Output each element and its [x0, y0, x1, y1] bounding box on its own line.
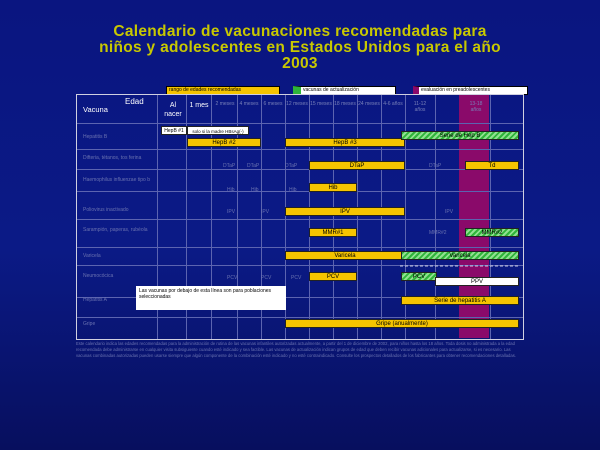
bar-gripe: Gripe (anualmente) — [285, 319, 519, 328]
bar-hib: Hib — [309, 183, 357, 192]
cell-pcv-6m: PCV — [291, 275, 302, 281]
cell-pcv-4m: PCV — [261, 275, 272, 281]
col-4-6y: 4-6 años — [383, 101, 403, 107]
bar-hepb1: HepB #1 — [161, 126, 187, 135]
bar-mmr1: MMR#1 — [309, 228, 357, 237]
bar-hepb1-note: solo si la madre HBsAg(-) — [187, 126, 249, 135]
col-18m: 18 meses — [334, 101, 356, 107]
col-24m: 24 meses — [358, 101, 380, 107]
age-column-header: Edad — [125, 97, 144, 106]
cell-hib-6m: Hib — [289, 187, 297, 193]
row-label-mmr: Sarampión, paperas, rubéola — [83, 227, 148, 233]
row-label-dtap: Difteria, tétanos, tos ferina — [83, 155, 142, 161]
row-label-varicela: Varicela — [83, 253, 101, 259]
bar-ppv: PPV — [435, 277, 519, 286]
bar-hepb2: HepB #2 — [187, 138, 261, 147]
cell-dtap-6m: DTaP — [285, 163, 298, 169]
bar-td: Td — [465, 161, 519, 170]
row-label-ipv: Poliovirus inactivado — [83, 207, 129, 213]
cell-dtap-46: DTaP — [429, 163, 442, 169]
bar-hepb-series: Serie de Hep B — [401, 131, 519, 140]
col-birth: Al nacer — [164, 102, 182, 118]
row-label-flu: Gripe — [83, 321, 96, 327]
footnote: Este calendario indica las edades recomendadas para la administración de rutina de las vacunas infantiles autorizadas actualmente, a partir del 1 de diciembre de 2002, para niños hasta los 18 años. Toda dosis no administrada a la edad recomendada debe administrarse en cualquier visita subsiguiente cuando esté indicado y sea factible. Las vacunas de actualización indican grupos de edad que deben recibir vacunas adicionales para actualizarse, si es necesario. Las vacunas combinadas autorizadas pueden usarse siempre que algún componente de la combinación esté indicado y no esté contraindicado. Consulte los prospectos detallados de los fabricantes para obtener recomendaciones detalladas. — [76, 341, 516, 359]
col-12m: 12 meses — [286, 101, 308, 107]
bar-hepa: Serie de hepatitis A — [401, 296, 519, 305]
legend-preadolescent: evaluación en preadolescentes — [413, 86, 528, 95]
cell-mmr-46: MMR#2 — [429, 230, 447, 236]
cell-dtap-4m: DTaP — [247, 163, 260, 169]
bar-varicela: Varicela — [285, 251, 405, 260]
cell-pcv-2m: PCV — [227, 275, 238, 281]
cell-hib-4m: Hib — [251, 187, 259, 193]
bar-mmr2: MMR#2 — [465, 228, 519, 237]
cell-ipv-4m: IPV — [261, 209, 270, 215]
cell-hib-2m: Hib — [227, 187, 235, 193]
bar-pcv-catchup: PCV — [401, 272, 437, 281]
page-title: Calendario de vacunaciones recomendadas para niños y adolescentes en Estados Unidos para el año 2003 — [99, 23, 501, 72]
row-label-pneumo: Neumocócica — [83, 273, 114, 279]
bar-varicela-catchup: Varicela — [401, 251, 519, 260]
row-label-hepa: Hepatitis A — [83, 297, 107, 303]
col-11-12y: 11-12 años — [413, 101, 427, 113]
col-1m: 1 mes — [189, 102, 209, 109]
bar-pcv: PCV — [309, 272, 357, 281]
cell-ipv-2m: IPV — [227, 209, 236, 215]
row-label-hib: Haemophilus influenzae tipo b — [83, 177, 150, 183]
bar-ipv: IPV — [285, 207, 405, 216]
row-label-hepb: Hepatitis B — [83, 134, 108, 140]
col-2m: 2 meses — [215, 101, 235, 107]
vaccine-column-header: Vacuna — [83, 105, 108, 114]
col-4m: 4 meses — [239, 101, 259, 107]
bar-dtap: DTaP — [309, 161, 405, 170]
selected-populations-note: Las vacunas por debajo de esta línea son para poblaciones seleccionadas — [136, 286, 286, 310]
col-15m: 15 meses — [310, 101, 332, 107]
legend-catchup: vacunas de actualización — [293, 86, 396, 95]
col-6m: 6 meses — [263, 101, 283, 107]
cell-dtap-2m: DTaP — [223, 163, 236, 169]
col-13-18y: 13-18 años — [469, 101, 483, 113]
cell-ipv-46: IPV — [445, 209, 454, 215]
legend-range: rango de edades recomendadas — [166, 86, 280, 95]
bar-hepb3: HepB #3 — [285, 138, 405, 147]
